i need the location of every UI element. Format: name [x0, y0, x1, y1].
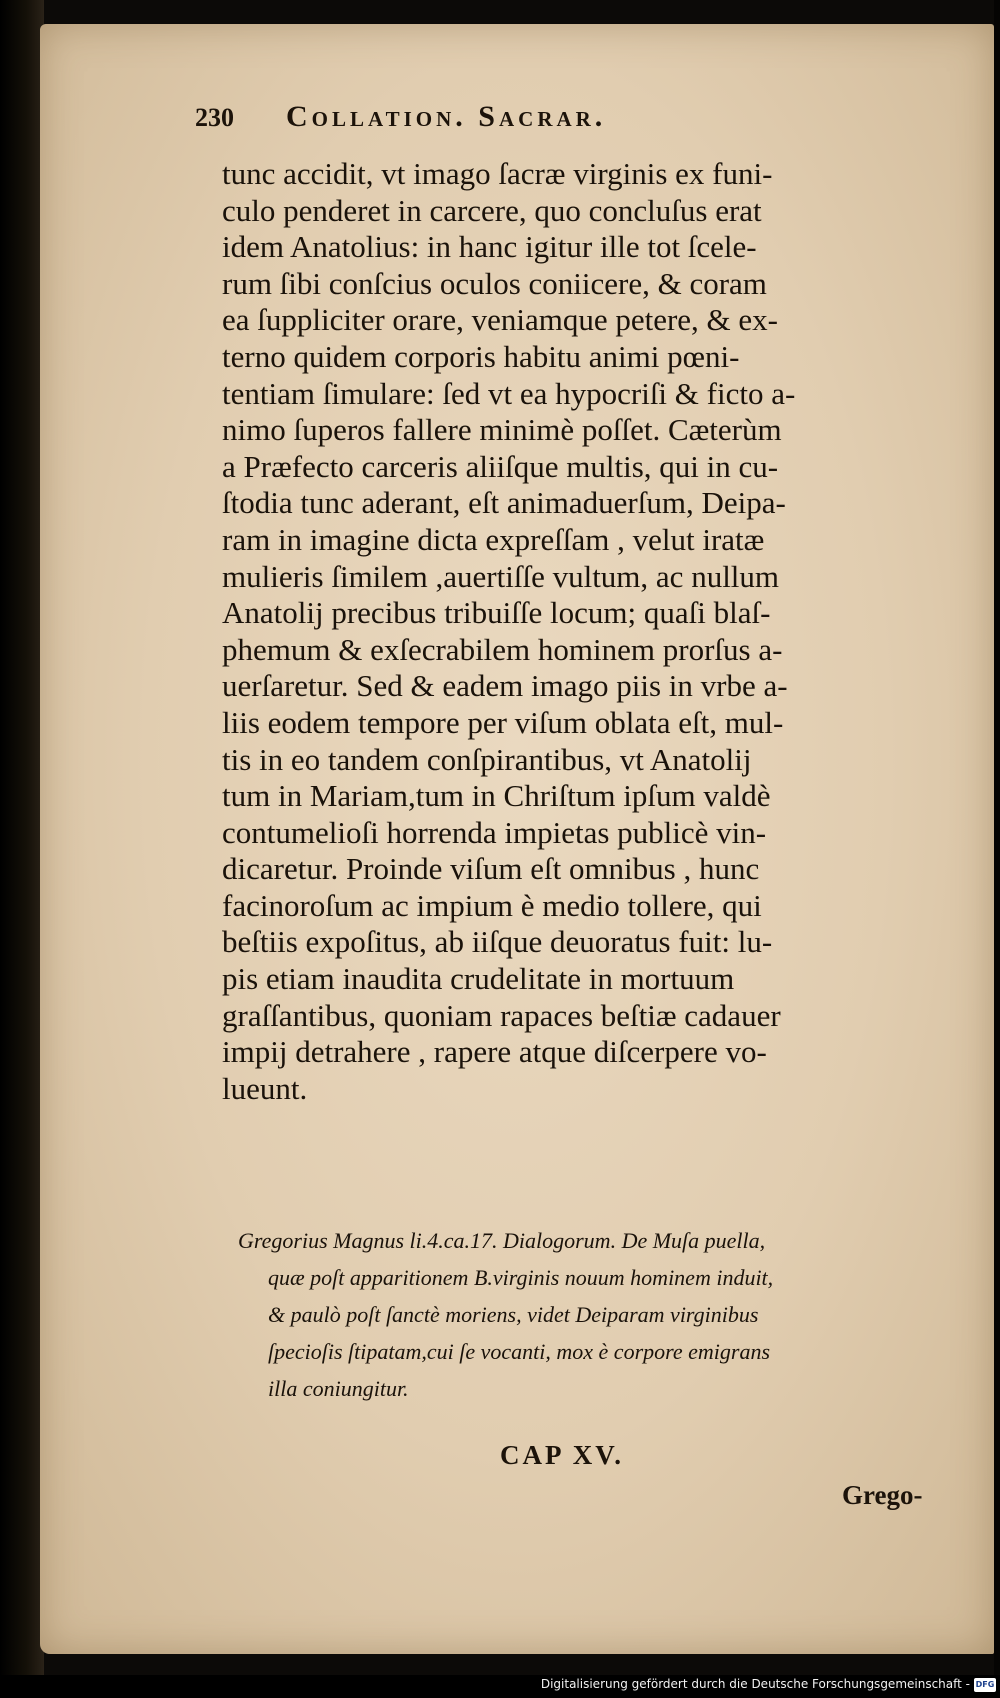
footer-credit: Digitalisierung gefördert durch die Deutsche Forschungsgemeinschaft - [540, 1677, 970, 1691]
catchword: Grego- [842, 1480, 923, 1510]
text-line: tentiam ſimulare: ſed vt ea hypocriſi & ficto a- [222, 375, 796, 411]
text-line: uerſaretur. Sed & eadem imago piis in vrbe a- [222, 668, 788, 704]
text-line: impij detrahere , rapere atque diſcerpere vo- [222, 1034, 767, 1070]
text-line: phemum & exſecrabilem hominem prorſus a- [222, 631, 783, 667]
text-line: facinoroſum ac impium è medio tollere, qui [222, 887, 762, 923]
text-line: pis etiam inaudita crudelitate in mortuum [222, 961, 735, 997]
text-line: beſtiis expoſitus, ab iiſque deuoratus fuit: lu- [222, 924, 773, 960]
body-text [222, 156, 962, 1107]
note-line: quæ poſt apparitionem B.virginis nouum hominem induit, [268, 1265, 774, 1290]
text-line: Anatolij precibus tribuiſſe locum; quaſi blaſ- [222, 595, 771, 631]
text-line: dicaretur. Proinde viſum eſt omnibus , hunc [222, 851, 760, 887]
text-line: tunc accidit, vt imago ſacræ virginis ex funi- [222, 156, 773, 191]
text-line: tum in Mariam,tum in Chriſtum ipſum valdè [222, 778, 771, 814]
page-header [195, 100, 835, 134]
note-line: & paulò poſt ſanctè moriens, videt Deiparam virginibus [268, 1302, 759, 1327]
footer-bar [0, 1675, 1000, 1698]
scan-right-edge [994, 0, 1000, 1698]
text-line: ſtodia tunc aderant, eſt animaduerſum, Deipa- [222, 485, 786, 521]
text-line: ram in imagine dicta expreſſam , velut iratæ [222, 521, 765, 557]
page-number: 230 [195, 103, 234, 132]
text-line: ea ſuppliciter orare, veniamque petere, & ex- [222, 302, 779, 338]
text-line: lueunt. [222, 1070, 308, 1106]
text-line: rum ſibi conſcius oculos coniicere, & coram [222, 265, 767, 301]
note-line: illa coniungitur. [268, 1376, 409, 1401]
text-line: idem Anatolius: in hanc igitur ille tot ſcele- [222, 229, 757, 265]
chapter-heading: CAP XV. [500, 1440, 625, 1470]
text-line: culo penderet in carcere, quo concluſus erat [222, 192, 762, 228]
marginal-note [238, 1222, 958, 1407]
dfg-logo-icon: DFG [974, 1678, 996, 1692]
text-line: mulieris ſimilem ,auertiſſe vultum, ac nullum [222, 558, 780, 594]
text-line: a Præfecto carceris aliiſque multis, qui in cu- [222, 448, 779, 484]
scan-left-edge [0, 0, 44, 1698]
text-line: terno quidem corporis habitu animi pœni- [222, 338, 740, 374]
text-line: liis eodem tempore per viſum oblata eſt, mul- [222, 704, 784, 740]
note-line: Gregorius Magnus li.4.ca.17. Dialogorum. De Muſa puella, [238, 1228, 766, 1253]
text-line: contumelioſi horrenda impietas publicè vin- [222, 814, 767, 850]
text-line: graſſantibus, quoniam rapaces beſtiæ cadauer [222, 997, 781, 1033]
text-line: nimo ſuperos fallere minimè poſſet. Cæterùm [222, 412, 782, 448]
note-line: ſpecioſis ſtipatam,cui ſe vocanti, mox è corpore emigrans [268, 1339, 771, 1364]
text-line: tis in eo tandem conſpirantibus, vt Anatolij [222, 741, 752, 777]
running-title: Collation. Sacrar. [286, 100, 607, 133]
